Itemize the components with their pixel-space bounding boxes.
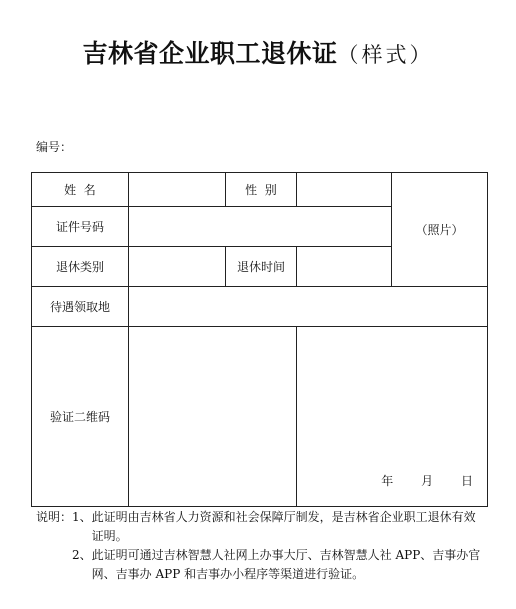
date-month: 月	[421, 474, 434, 488]
retire-type-label-cell	[32, 247, 129, 287]
id-label: 证件号码	[55, 220, 104, 234]
benefit-place-label: 待遇领取地	[49, 300, 110, 314]
notes-section	[36, 508, 486, 584]
note-1-number: 1、	[72, 510, 92, 524]
note-item-2	[36, 546, 486, 584]
retire-type-value-cell	[129, 247, 226, 287]
qr-label: 验证二维码	[49, 410, 110, 424]
retire-time-value-cell	[297, 247, 392, 287]
title-main: 吉林省企业职工退休证	[82, 39, 338, 68]
gender-label: 性 别	[245, 183, 277, 197]
benefit-place-label-cell	[32, 287, 129, 327]
gender-label-cell	[226, 173, 297, 207]
gender-value-cell	[297, 173, 392, 207]
id-value-cell	[129, 207, 392, 247]
date-year: 年	[381, 474, 394, 488]
retire-time-label: 退休时间	[236, 260, 285, 274]
qr-code-area	[129, 327, 297, 507]
retire-time-label-cell	[226, 247, 297, 287]
id-label-cell	[32, 207, 129, 247]
notes-label: 说明：	[36, 510, 73, 524]
title-sample-mark: （样式）	[337, 43, 434, 67]
note-2-text: 此证明可通过吉林智慧人社网上办事大厅、吉林智慧人社 APP、吉事办官网、吉事办 APP 和吉事办小程序等渠道进行验证。	[91, 548, 481, 581]
name-value-cell	[129, 173, 226, 207]
certificate-table	[31, 172, 488, 507]
note-2-number: 2、	[72, 548, 92, 562]
issue-date-cell	[297, 327, 488, 507]
note-item-1	[36, 508, 486, 546]
retire-type-label: 退休类别	[55, 260, 104, 274]
date-day: 日	[460, 474, 473, 488]
qr-label-cell	[32, 327, 129, 507]
note-1-text: 此证明由吉林省人力资源和社会保障厅制发，是吉林省企业职工退休有效证明。	[91, 510, 476, 543]
photo-label: （照片）	[415, 223, 464, 237]
document-title	[0, 34, 516, 70]
issue-date-line	[297, 472, 487, 506]
name-label-cell	[32, 173, 129, 207]
photo-cell	[392, 173, 488, 287]
serial-number-label: 编号：	[36, 140, 73, 154]
name-label: 姓 名	[64, 183, 96, 197]
benefit-place-value-cell	[129, 287, 488, 327]
